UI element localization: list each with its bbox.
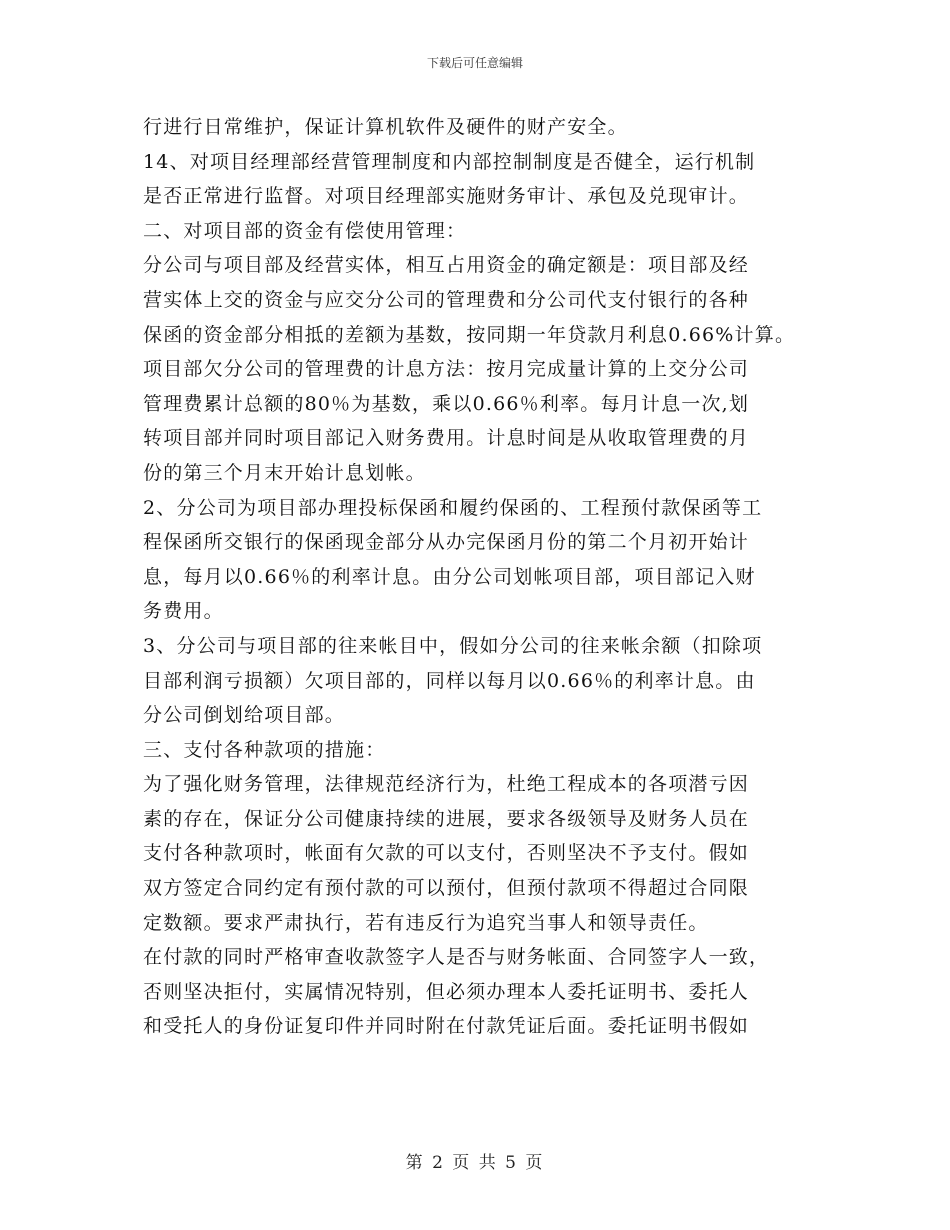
body-line: 二、对项目部的资金有偿使用管理： xyxy=(143,219,467,242)
document-body xyxy=(143,110,823,1044)
body-line: 在付款的同时严格审查收款签字人是否与财务帐面、合同签字人一致， xyxy=(143,946,770,969)
body-line: 营实体上交的资金与应交分公司的管理费和分公司代支付银行的各种 xyxy=(143,288,750,311)
body-line: 是否正常进行监督。对项目经理部实施财务审计、承包及兑现审计。 xyxy=(143,185,750,208)
body-line: 素的存在，保证分公司健康持续的进展，要求各级领导及财务人员在 xyxy=(143,807,750,830)
body-line: 三、支付各种款项的措施： xyxy=(143,738,386,761)
body-line: 3、分公司与项目部的往来帐目中，假如分公司的往来帐余额（扣除项 xyxy=(143,634,763,657)
body-line: 项目部欠分公司的管理费的计息方法：按月完成量计算的上交分公司 xyxy=(143,358,750,381)
body-line: 管理费累计总额的80％为基数，乘以0.66％利率。每月计息一次,划 xyxy=(143,392,750,415)
body-line: 转项目部并同时项目部记入财务费用。计息时间是从收取管理费的月 xyxy=(143,427,750,450)
page-number-footer: 第 2 页 共 5 页 xyxy=(405,1153,545,1173)
body-line: 为了强化财务管理，法律规范经济行为，杜绝工程成本的各项潜亏因 xyxy=(143,773,750,796)
body-line: 否则坚决拒付，实属情况特别，但必须办理本人委托证明书、委托人 xyxy=(143,980,750,1003)
body-line: 息，每月以0.66％的利率计息。由分公司划帐项目部，项目部记入财 xyxy=(143,565,756,588)
body-line: 14、对项目经理部经营管理制度和内部控制制度是否健全，运行机制 xyxy=(143,150,756,173)
body-line: 分公司与项目部及经营实体，相互占用资金的确定额是：项目部及经 xyxy=(143,254,750,277)
body-line: 务费用。 xyxy=(143,600,224,623)
body-line: 分公司倒划给项目部。 xyxy=(143,704,346,727)
body-line: 支付各种款项时，帐面有欠款的可以支付，否则坚决不予支付。假如 xyxy=(143,842,750,865)
body-line: 行进行日常维护，保证计算机软件及硬件的财产安全。 xyxy=(143,116,628,138)
body-line: 份的第三个月末开始计息划帐。 xyxy=(143,461,426,484)
page-header: 下载后可任意编辑 xyxy=(426,56,523,70)
body-line: 双方签定合同约定有预付款的可以预付，但预付款项不得超过合同限 xyxy=(143,877,750,900)
body-line: 2、分公司为项目部办理投标保函和履约保函的、工程预付款保函等工 xyxy=(143,496,763,519)
body-line: 保函的资金部分相抵的差额为基数，按同期一年贷款月利息0.66%计算。 xyxy=(143,323,796,346)
body-line: 和受托人的身份证复印件并同时附在付款凭证后面。委托证明书假如 xyxy=(143,1015,750,1038)
body-line: 程保函所交银行的保函现金部分从办完保函月份的第二个月初开始计 xyxy=(143,531,750,554)
body-line: 目部利润亏损额）欠项目部的，同样以每月以0.66％的利率计息。由 xyxy=(143,669,756,692)
body-line: 定数额。要求严肃执行，若有违反行为追究当事人和领导责任。 xyxy=(143,911,709,934)
